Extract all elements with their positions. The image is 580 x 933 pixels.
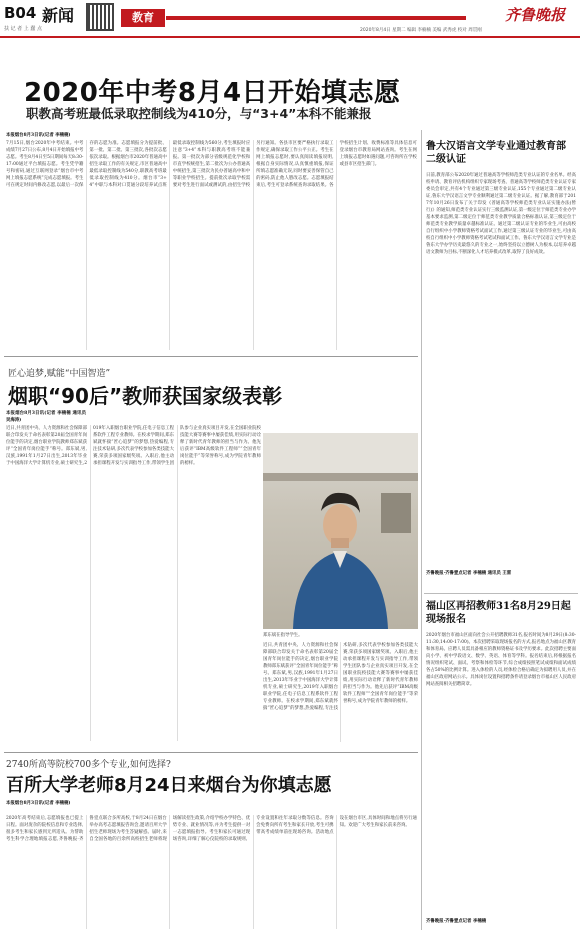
qr-code-icon (86, 3, 114, 31)
lead-body: 7月15日,烟台2020年中考结束。中考成绩7月27日公布,8月4日开始填报中考志愿。考生8月4日至5日期间每天8:30-17:00通过平台填报志愿。考生凭学籍号和密码,通过互联网登录“烟台市中考网上填报志愿系统”完成志愿填报。考生可在规定时间内修改志愿,以最后一次保存的志愿为准。志愿填报分为提前批、第一批、第二批、第三批次,各批次志愿依次录取。根据烟台市2020年普通高中招生录取工作的有关规定,市区普通高中最低录取控制线为540分,职教高考班最低录取控制线为410分。烟台市“3+4”中职与本科对口贯通分段培养试点班最低录取控制线为560分,考生填报时应注意“3+4”本科与职教高考班不能兼报。第一批次为部分省级规范化学校和市直学校统招生,第二批次为公办普通高中统招生,第三批次为民办普通高中和中等职业学校招生。提前批次录取学校需要对考生进行面试或测试的,由招生学校另行通知。各县市区要严格执行录取工作规定,确保录取工作公平公正。考生在网上填报志愿时,要认真阅读填报说明,根据自身实际情况,认真慎重填报,保证所填志愿准确无误,同时要妥善保管自己的密码,防止他人篡改志愿。志愿填报结束后,考生可登录系统查询录取结果。各学校招生计划、收费标准等具体信息可登录烟台市教育局网站查询。考生在网上填报志愿时如遇问题,可咨询所在学校或县市区招生部门。 (6, 141, 417, 188)
right-bottom-byline: 齐鲁晚报·齐鲁壹点记者 李楠楠 (426, 919, 487, 924)
right-top-byline: 齐鲁晚报·齐鲁壹点记者 李楠楠 通讯员 王雷 (426, 571, 512, 576)
section-name: 新闻 (42, 6, 75, 25)
feature-body-continued: 近日,共青团中央、人力资源和社会保障部联合印发关于命名表彰第20届全国青年岗位能手的决定,烟台职业学院教师郑东斌获评“全国青年岗位能手”称号。郑东斌,男,汉族,1991年1月27日出生,2013年毕业于中国海洋大学计算机专业,硕士研究生,2019年入职烟台职业学院,任电子信息工程系软件工程专业教师。在校求学期间,郑东斌就怀揣“匠心追梦”的梦想,热爱编程,专注技术钻研,多次代表学校参加各类技能大赛,荣获多项国家级奖项。入职后,他主动承担课程开发与实训指导工作,带领学生团队参与企业真实项目开发,在全国职业院校技能大赛等赛事中屡获佳绩,用实际行动诠释了新时代青年教师的担当与作为。他先后获评“IBM高级软件工程师”“全国青年岗位能手”等荣誉称号,成为学院青年教师的榜样。 (263, 643, 418, 711)
right-bottom-body: 2020年烟台市福山区面向社会公开招聘教师31名,报名时间为8月29日(8:30-11:30,14:00-17:00)。本次招聘采取现场报名的方式,报名地点为福山区教育和体育局。应聘人员需具备相应的教师资格证书及学历要求。此次招聘主要面向小学、初中学段语文、数学、英语、体育等学科。报名结束后,将根据报名情况组织笔试、面试、考察和体检等环节,综合成绩按照笔试成绩和面试成绩各占50%的比例计算。进入体检的人员,经体检合格后确定为拟聘用人员,并在福山区政府网站公示。具体岗位设置和招聘条件请登录烟台市福山区人民政府网站查阅相关招聘简章。 (426, 633, 576, 687)
bottom-kicker: 2740所高等院校700多个专业,如何选择? (6, 760, 171, 770)
right-top-headline: 鲁大汉语言文学专业通过教育部二级认证 (426, 141, 566, 165)
right-column-divider (421, 130, 422, 930)
masthead-sub-label: 扶 记 者 上 蠢 点 (4, 26, 42, 32)
bottom-byline: 本报烟台8月3日讯(记者 李楠楠) (6, 801, 71, 806)
dateline: 2020年8月4日 星期二 编辑 李楠楠 美编 武秀虎 校对 周贯刚 (360, 28, 482, 33)
bottom-headline: 百所大学老师8月24日来烟台为你填志愿 (6, 775, 332, 796)
right-bottom-headline: 福山区再招教师31名8月29日起现场报名 (426, 601, 571, 625)
masthead-bar (166, 16, 466, 20)
lead-headline: 2020年中考8月4日开始填志愿 (24, 78, 401, 108)
lead-byline: 本报烟台8月3日讯(记者 李楠楠) (6, 133, 71, 138)
right-top-body: 日前,教育部公布2020年通过普通高等学校师范类专业认证的专业名单。经高校申请、教育评估机构组织专家现场考查、普通高等学校师范类专业认证专家委员会审定,共有4个专业通过第三级专业认证,155个专业通过第二级专业认证,鲁东大学汉语言文学专业顺利通过第二级专业认证。据了解,教育部于2017年10月26日发布了关于印发《普通高等学校师范类专业认证实施办法(暂行)》的通知,师范类专业认证实行三级监测认证,第一级定位于师范类专业办学基本要求监测,第二级定位于师范类专业教学质量合格标准认证,第三级定位于师范类专业教学质量卓越标准认证。通过第二级认证专业的毕业生,可由高校自行组织中小学教师资格考试面试工作,通过第三级认证专业的毕业生,可由高校自行组织中小学教师资格考试笔试和面试工作。鲁东大学汉语言文学专业是鲁东大学办学历史最悠久的专业之一,始终坚持以立德树人为根本,以培养卓越语文教师为目标,不断深化人才培养模式改革,取得了良好成效。 (426, 173, 576, 255)
feature-body: 近日,共青团中央、人力资源和社会保障部联合印发关于命名表彰第20届全国青年岗位能手的决定,烟台职业学院教师郑东斌获评“全国青年岗位能手”称号。郑东斌,男,汉族,1991年1月27日出生,2013年毕业于中国海洋大学计算机专业,硕士研究生,2019年入职烟台职业学院,任电子信息工程系软件工程专业教师。在校求学期间,郑东斌就怀揣“匠心追梦”的梦想,热爱编程,专注技术钻研,多次代表学校参加各类技能大赛,荣获多项国家级奖项。入职后,他主动承担课程开发与实训指导工作,带领学生团队参与企业真实项目开发,在全国职业院校技能大赛等赛事中屡获佳绩,用实际行动诠释了新时代青年教师的担当与作为。他先后获评“IBM高级软件工程师”“全国青年岗位能手”等荣誉称号,成为学院青年教师的榜样。 (6, 426, 261, 466)
newspaper-logo: 齐鲁晚报 (505, 6, 566, 24)
person-figure-icon (263, 433, 418, 629)
feature-divider (4, 356, 418, 357)
feature-byline: 本报烟台8月3日讯(记者 李楠楠 通讯员 吴海涛) (6, 411, 86, 423)
feature-headline: 烟职“90后”教师获国家级表彰 (8, 384, 283, 408)
bottom-divider (4, 752, 418, 753)
section-tag[interactable]: 教育 (121, 9, 165, 27)
page-number: B04 (4, 4, 37, 22)
bottom-body: 2020年高考结束后,志愿填报也已提上日程。面对庞杂的院校信息和专业选择,很多考生和家长感到无所适从。为帮助考生科学合理地填报志愿,齐鲁晚报·齐鲁壹点联合多所高校,于8月24日在烟台举办高考志愿填报咨询会,邀请百所大学招生老师现场为考生答疑解惑。届时,来自全国各地的百余所高校招生老师将现场解读招生政策,介绍学校办学特色、优势专业、就业情况等,并为考生提供一对一志愿填报指导。考生和家长可通过现场咨询,详细了解心仪院校的录取规则、专业设置和往年录取分数等信息。咨询会免费向所有考生和家长开放,考生可携带高考成绩单前往现场咨询。活动地点设在烟台市区,具体时间和地点将另行通知。欢迎广大考生和家长前来咨询。 (6, 816, 417, 842)
masthead (0, 0, 580, 36)
feature-kicker: 匠心追梦,赋能“中国智造” (8, 369, 111, 379)
teacher-photo (263, 433, 418, 629)
photo-caption: 郑东斌在指导学生。 (263, 633, 303, 638)
right-divider (424, 593, 578, 594)
lead-subhead: 职教高考班最低录取控制线为410分，与“3+4”本科不能兼报 (26, 106, 372, 121)
masthead-divider (0, 36, 580, 38)
